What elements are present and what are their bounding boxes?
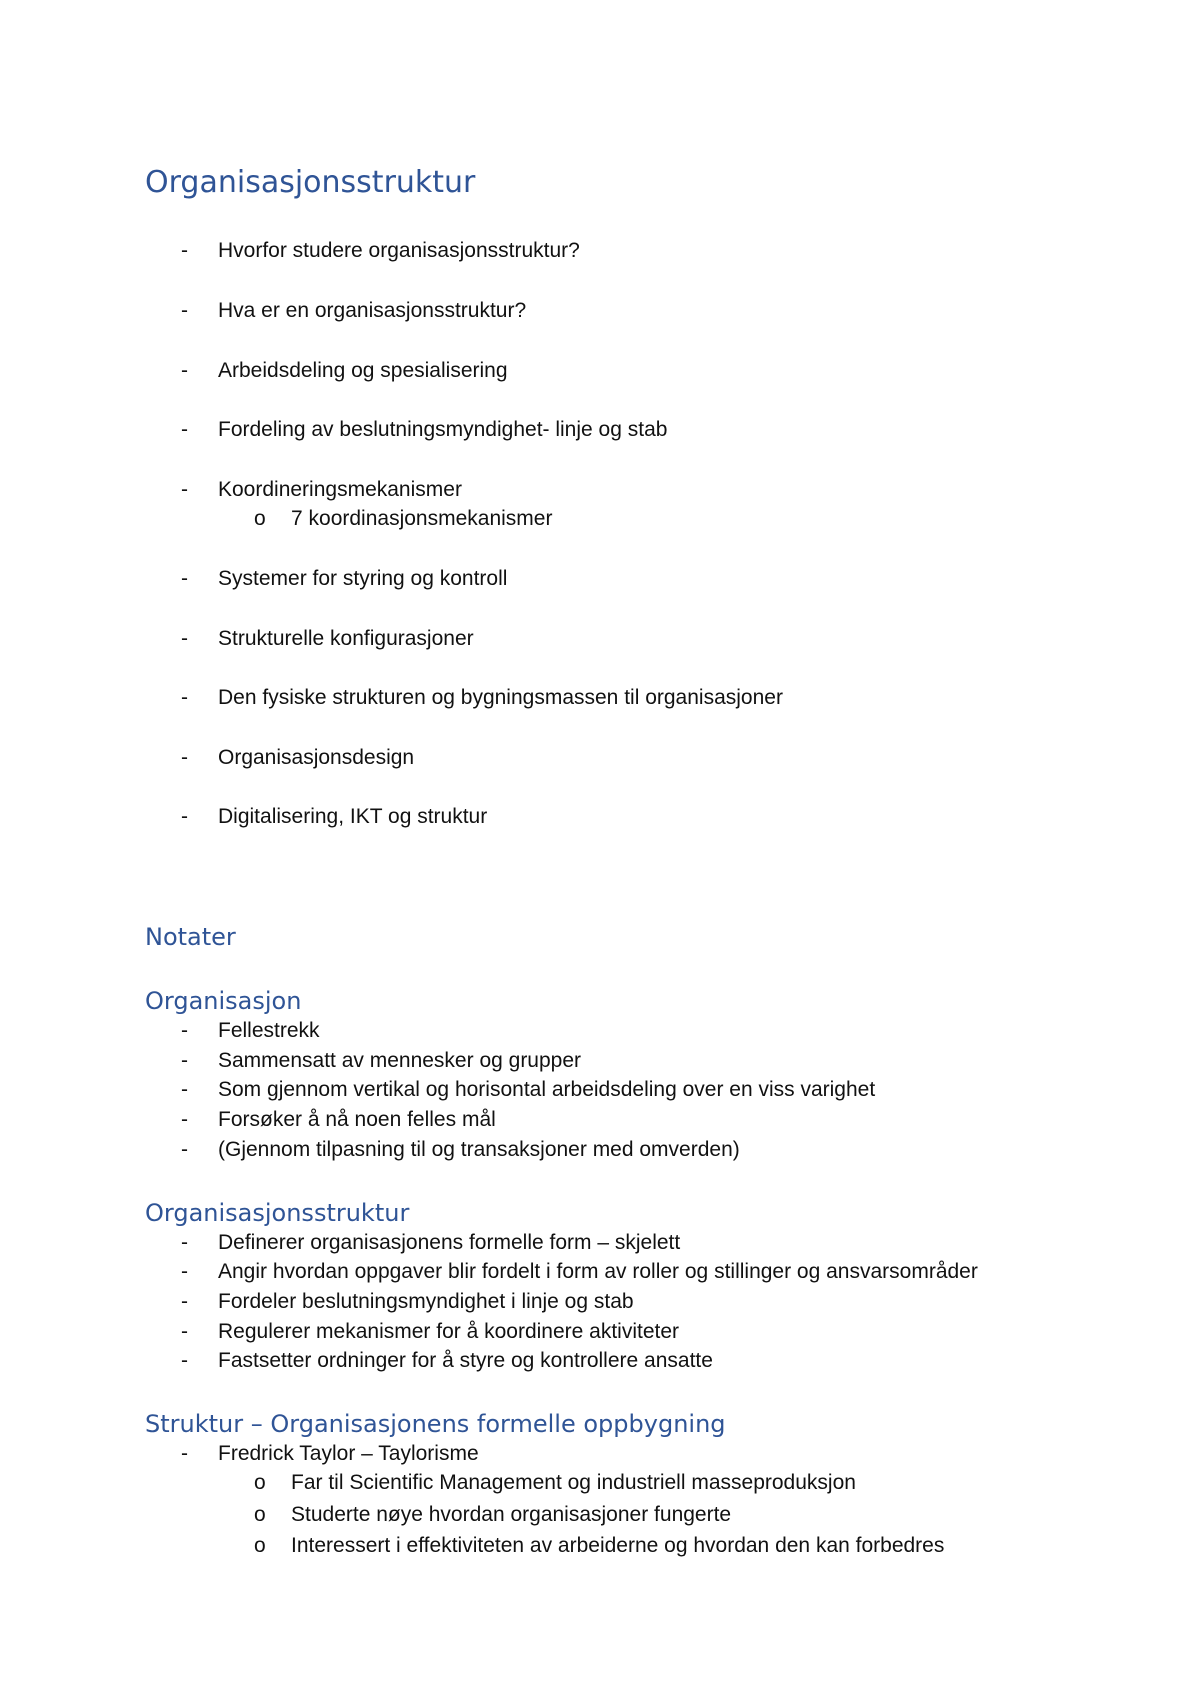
- dash-bullet: -: [181, 1231, 188, 1254]
- list-item-text: Forsøker å nå noen felles mål: [218, 1108, 496, 1131]
- dash-bullet: -: [181, 1078, 188, 1101]
- dash-bullet: -: [181, 1320, 188, 1343]
- dash-bullet: -: [181, 1290, 188, 1313]
- list-item-text: Fordeling av beslutningsmyndighet- linje og stab: [218, 418, 668, 441]
- sub-list-item-text: Far til Scientific Management og industriell masseproduksjon: [291, 1471, 856, 1494]
- dash-bullet: -: [181, 239, 188, 262]
- dash-bullet: -: [181, 686, 188, 709]
- list-item-text: Fellestrekk: [218, 1019, 320, 1042]
- heading-organisasjon: Organisasjon: [145, 987, 302, 1015]
- list-item-text: Hva er en organisasjonsstruktur?: [218, 299, 527, 322]
- dash-bullet: -: [181, 1442, 188, 1465]
- list-item-text: Hvorfor studere organisasjonsstruktur?: [218, 239, 580, 262]
- dash-bullet: -: [181, 418, 188, 441]
- list-item-text: Angir hvordan oppgaver blir fordelt i form av roller og stillinger og ansvarsområder: [218, 1260, 978, 1283]
- heading-notater: Notater: [145, 923, 236, 951]
- list-item-text: Definerer organisasjonens formelle form – skjelett: [218, 1231, 681, 1254]
- dash-bullet: -: [181, 299, 188, 322]
- circle-bullet: o: [254, 1503, 266, 1526]
- dash-bullet: -: [181, 359, 188, 382]
- sub-list-item-text: Studerte nøye hvordan organisasjoner fungerte: [291, 1503, 732, 1526]
- dash-bullet: -: [181, 1138, 188, 1161]
- list-item-text: Fordeler beslutningsmyndighet i linje og stab: [218, 1290, 634, 1313]
- dash-bullet: -: [181, 1349, 188, 1372]
- list-item-text: Arbeidsdeling og spesialisering: [218, 359, 508, 382]
- dash-bullet: -: [181, 1019, 188, 1042]
- heading-organisasjonsstruktur-notes: Organisasjonsstruktur: [145, 1199, 410, 1227]
- list-item-text: (Gjennom tilpasning til og transaksjoner med omverden): [218, 1138, 740, 1161]
- dash-bullet: -: [181, 1049, 188, 1072]
- heading-organisasjonsstruktur: Organisasjonsstruktur: [145, 165, 476, 200]
- dash-bullet: -: [181, 567, 188, 590]
- list-item-text: Systemer for styring og kontroll: [218, 567, 508, 590]
- list-item-text: Fastsetter ordninger for å styre og kontrollere ansatte: [218, 1349, 713, 1372]
- list-item-text: Den fysiske strukturen og bygningsmassen til organisasjoner: [218, 686, 783, 709]
- dash-bullet: -: [181, 1260, 188, 1283]
- sub-list-item-text: 7 koordinasjonsmekanismer: [291, 507, 553, 530]
- list-item-text: Sammensatt av mennesker og grupper: [218, 1049, 582, 1072]
- sub-list-item-text: Interessert i effektiviteten av arbeiderne og hvordan den kan forbedres: [291, 1534, 945, 1557]
- list-item-text: Fredrick Taylor – Taylorisme: [218, 1442, 479, 1465]
- dash-bullet: -: [181, 1108, 188, 1131]
- list-item-text: Som gjennom vertikal og horisontal arbeidsdeling over en viss varighet: [218, 1078, 876, 1101]
- dash-bullet: -: [181, 627, 188, 650]
- list-item-text: Koordineringsmekanismer: [218, 478, 462, 501]
- list-item-text: Strukturelle konfigurasjoner: [218, 627, 474, 650]
- circle-bullet: o: [254, 507, 266, 530]
- list-item-text: Regulerer mekanismer for å koordinere aktiviteter: [218, 1320, 680, 1343]
- list-item-text: Digitalisering, IKT og struktur: [218, 805, 488, 828]
- circle-bullet: o: [254, 1471, 266, 1494]
- circle-bullet: o: [254, 1534, 266, 1557]
- dash-bullet: -: [181, 746, 188, 769]
- dash-bullet: -: [181, 478, 188, 501]
- heading-struktur: Struktur – Organisasjonens formelle oppbygning: [145, 1410, 726, 1438]
- dash-bullet: -: [181, 805, 188, 828]
- list-item-text: Organisasjonsdesign: [218, 746, 415, 769]
